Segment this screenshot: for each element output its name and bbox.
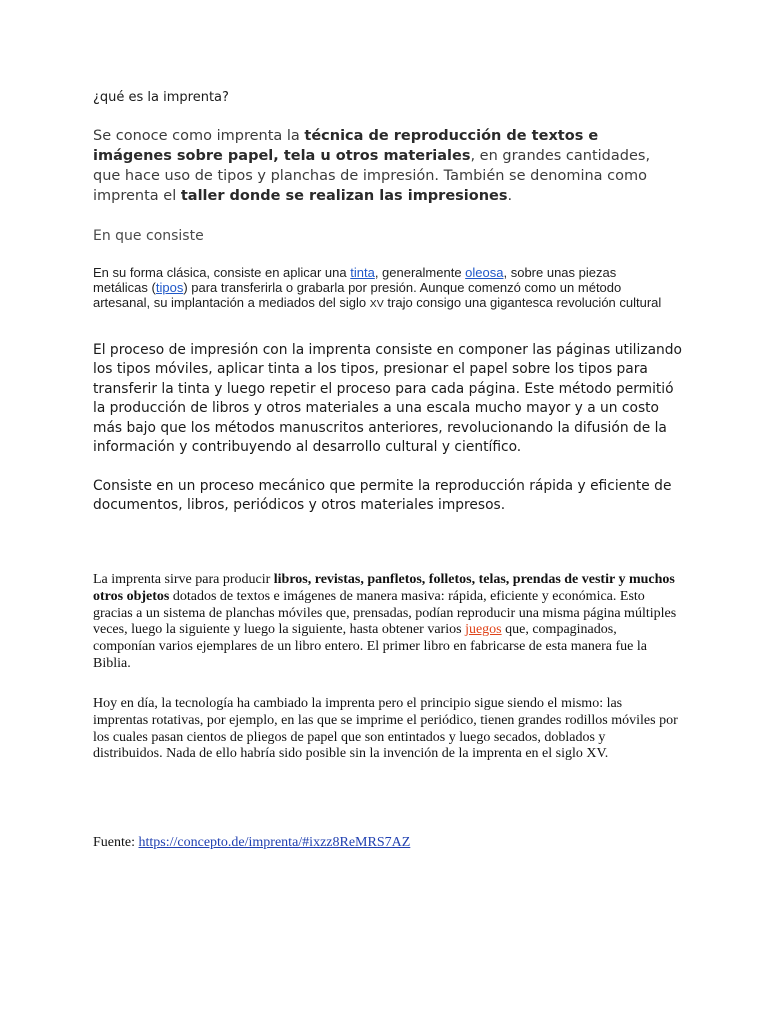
- intro-text-2: , en grandes cantidades, que hace uso de tipos y planchas de impresión. También se denomina como imprenta el: [93, 148, 651, 204]
- source-label: Fuente:: [93, 835, 139, 850]
- classic-text-2: , generalmente: [374, 265, 466, 280]
- classic-text-4: ) para transferirla o grabarla por presión. Aunque comenzó como un método artesanal, su implantación a mediados del siglo: [93, 280, 622, 310]
- oleosa-link[interactable]: oleosa: [465, 265, 504, 280]
- uses-text-2: dotados de textos e imágenes de manera masiva: rápida, eficiente y económica. Esto gracias a un sistema de planchas móviles que, prensadas, podían reproducir una misma página múltiples veces, luego la siguiente y luego la siguiente, hasta obtener varios: [93, 588, 677, 638]
- uses-bold: libros, revistas, panfletos, folletos, telas, prendas de vestir y muchos otros objetos: [93, 572, 675, 604]
- intro-text-1: Se conoce como imprenta la: [93, 128, 305, 144]
- tipos-link[interactable]: tipos: [155, 280, 184, 295]
- question-title: ¿qué es la imprenta?: [93, 90, 229, 105]
- uses-text-1: La imprenta sirve para producir: [93, 572, 274, 587]
- uses-text-3: que, compaginados, componían varios ejemplares de un libro entero. El primer libro en fabricarse de esta manera fue la Biblia.: [93, 622, 647, 671]
- process-paragraph: El proceso de impresión con la imprenta consiste en componer las páginas utilizando los tipos móviles, aplicar tinta a los tipos, presionar el papel sobre los tipos para transferir la tinta y luego repetir el proceso para cada página. Este método permitió la producción de libros y otros materiales a una escala mucho mayor y a un costo más bajo que los métodos manuscritos anteriores, revolucionando la difusión de la información y contribuyendo al desarrollo cultural y científico.: [93, 342, 682, 456]
- today-paragraph: Hoy en día, la tecnología ha cambiado la imprenta pero el principio sigue siendo el mismo: las imprentas rotativas, por ejemplo, en las que se imprime el periódico, tienen grandes rodillos móviles por los cuales pasan cientos de pliegos de papel que son entintados y luego secados, doblados y distribuidos. Nada de ello habría sido posible sin la invención de la imprenta en el siglo XV.: [93, 696, 678, 762]
- intro-text-3: .: [507, 188, 513, 204]
- classic-text-5: trajo consigo una gigantesca revolución cultural: [383, 295, 662, 310]
- source-link[interactable]: https://concepto.de/imprenta/#ixzz8ReMRS7AZ: [138, 835, 411, 850]
- intro-bold-2: taller donde se realizan las impresiones: [180, 188, 508, 204]
- mechanic-paragraph: Consiste en un proceso mecánico que permite la reproducción rápida y eficiente de documentos, libros, periódicos y otros materiales impresos.: [93, 478, 672, 514]
- classic-paragraph: [93, 265, 673, 312]
- classic-text-1: En su forma clásica, consiste en aplicar una: [93, 265, 351, 280]
- intro-paragraph: [93, 126, 678, 206]
- tinta-link[interactable]: tinta: [350, 265, 375, 280]
- uses-paragraph: [93, 572, 678, 673]
- classic-text-3: , sobre unas piezas metálicas (: [93, 265, 617, 295]
- century-roman: XV: [369, 298, 384, 310]
- intro-bold-1: técnica de reproducción de textos e imágenes sobre papel, tela u otros materiales: [93, 128, 599, 164]
- juegos-link[interactable]: juegos: [465, 622, 502, 638]
- section-heading: En que consiste: [93, 228, 204, 244]
- source-line: [93, 834, 410, 851]
